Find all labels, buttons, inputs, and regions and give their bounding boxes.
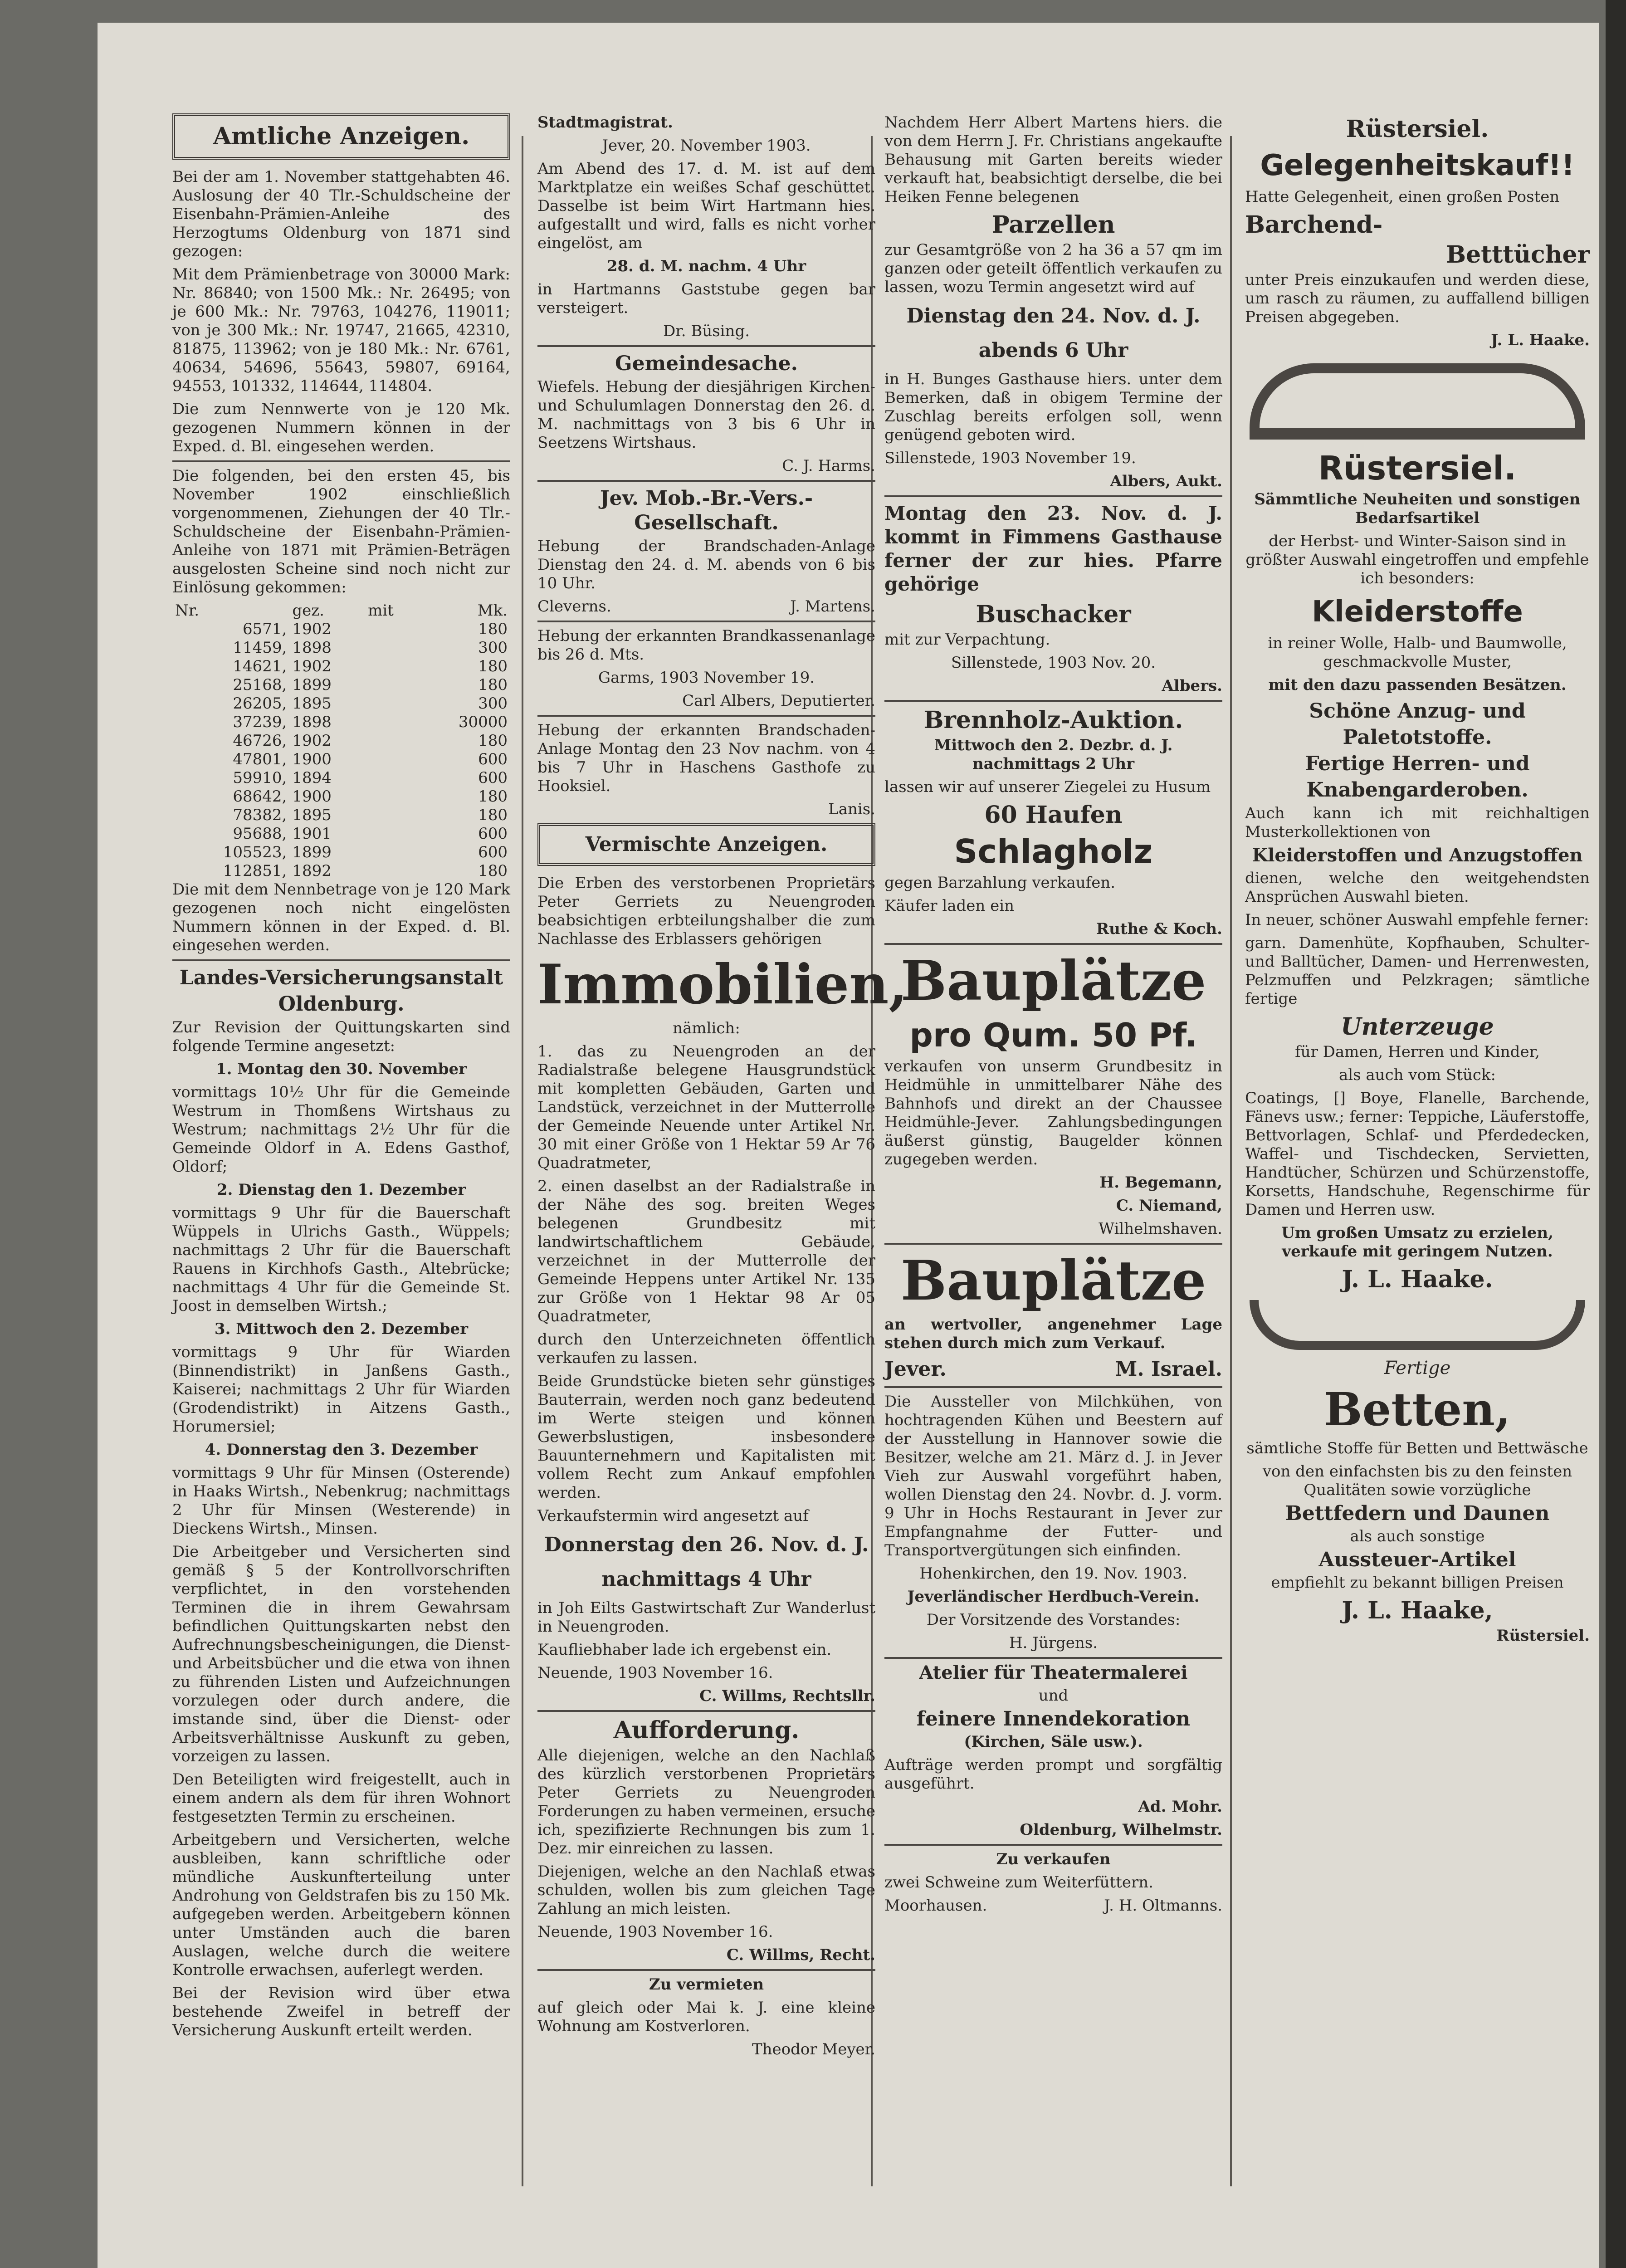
table-row bbox=[172, 657, 510, 676]
paragraph: Sämmtliche Neuheiten und sonstigen Bedarfsartikel bbox=[1254, 490, 1581, 527]
date-heading: abends 6 Uhr bbox=[978, 339, 1128, 362]
table-row bbox=[172, 825, 510, 843]
paragraph: in Joh Eilts Gastwirtschaft Zur Wanderlust in Neuengroden. bbox=[537, 1599, 875, 1636]
dateline: Neuende, 1903 November 16. bbox=[537, 1664, 773, 1682]
signature: J. H. Oltmanns. bbox=[1104, 1897, 1222, 1915]
column-2 bbox=[537, 113, 908, 2063]
table-cell: 1899 bbox=[292, 843, 332, 861]
dateline: Sillenstede, 1903 Nov. 20. bbox=[951, 654, 1156, 672]
paragraph: auf gleich oder Mai k. J. eine kleine Wohnung am Kostverloren. bbox=[537, 1999, 875, 2035]
date-heading: Mittwoch den 2. Dezbr. d. J. nachmittags 2 Uhr bbox=[934, 736, 1173, 773]
section-title: Vermischte Anzeigen. bbox=[585, 833, 828, 856]
ad-headline: Paletotstoffe. bbox=[1343, 726, 1492, 749]
divider bbox=[884, 1386, 1222, 1388]
list-item: 1. das zu Neuengroden an der Radialstraße belegene Hausgrundstück mit kompletten Gebäuden, Garten und Landstück, verzeichnet in der Mutterrolle der Gemeinde Neuende unter Artikel Nr. 30 mit einer Größe von 1 Hektar 59 Ar 76 Quadratmeter, bbox=[537, 1042, 875, 1172]
divider bbox=[884, 943, 1222, 945]
ad-headline: Aufforderung. bbox=[613, 1716, 800, 1744]
paragraph: in Hartmanns Gaststube gegen bar versteigert. bbox=[537, 280, 875, 317]
paragraph: unter Preis einzukaufen und werden diese, um rasch zu räumen, zu auffallend billigen Preisen abgegeben. bbox=[1245, 271, 1590, 326]
ad-heading: Gemeindesache. bbox=[615, 352, 798, 375]
ad-heading: Rüstersiel. bbox=[1318, 449, 1517, 487]
dateline: Garms, 1903 November 19. bbox=[598, 669, 815, 687]
ad-heading: Jev. Mob.-Br.-Vers.-Gesellschaft. bbox=[600, 487, 813, 534]
column-rule bbox=[522, 136, 523, 2186]
paragraph: an wertvoller, angenehmer Lage stehen durch mich zum Verkauf. bbox=[884, 1315, 1222, 1352]
signature: Carl Albers, Deputierter. bbox=[682, 692, 875, 710]
table-cell: 1894 bbox=[292, 769, 332, 787]
paragraph: Um großen Umsatz zu erzielen, verkaufe mit geringem Nutzen. bbox=[1281, 1224, 1553, 1261]
signature: J. L. Haake. bbox=[1342, 1266, 1493, 1293]
signature: Lanis. bbox=[828, 800, 875, 818]
table-cell: 180 bbox=[478, 620, 508, 638]
paragraph: Hebung der erkannten Brandschaden-Anlage Montag den 23 Nov nachm. von 4 bis 7 Uhr in Haschens Gasthofe zu Hooksiel. bbox=[537, 721, 875, 795]
paragraph: Den Beteiligten wird freigestellt, auch in einem andern als dem für ihren Wohnort festgesetzten Termin zu erscheinen. bbox=[172, 1770, 510, 1826]
table-cell: 180 bbox=[478, 787, 508, 806]
table-cell: 37239, bbox=[233, 713, 287, 731]
table-cell: 1895 bbox=[292, 694, 332, 713]
paragraph: Am Abend des 17. d. M. ist auf dem Marktplatze ein weißes Schaf geschüttet. Dasselbe ist beim Wirt Hartmann hies. aufgestallt und wird, falls es nicht vorher eingelöst, am bbox=[537, 160, 875, 252]
paragraph: Alle diejenigen, welche an den Nachlaß des kürzlich verstorbenen Proprietärs Peter Gerriets zu Neuengroden Forderungen zu haben vermeinen, ersuche ich, spezifizierte Rechnungen bis zum 1. Dez. mir einreichen zu lassen. bbox=[537, 1746, 875, 1857]
page-binding-edge bbox=[1606, 0, 1626, 2268]
ad-heading: Montag den 23. Nov. d. J. kommt in Fimmens Gasthause ferner der zur hies. Pfarre gehörige bbox=[884, 502, 1222, 595]
ad-headline: Schlagholz bbox=[954, 832, 1153, 870]
table-cell: 300 bbox=[478, 639, 508, 657]
date-heading: nachmittags 4 Uhr bbox=[601, 1568, 811, 1591]
dateline: Hohenkirchen, den 19. Nov. 1903. bbox=[919, 1564, 1187, 1583]
paragraph: Die Arbeitgeber und Versicherten sind gemäß § 5 der Kontrollvorschriften verpflichtet, in den vorstehenden Terminen die in ihrem Gewahrsam befindlichen Quittungskarten nebst den Aufrechnungsbescheinigungen, die Dienst- und Arbeitsbücher und die etwa von ihnen zu führenden Listen und Aufzeichnungen vorzulegen oder durch andere, die imstande sind, über die Dienst- oder Arbeitsverhältnisse Auskunft zu geben, vorzeigen zu lassen. bbox=[172, 1543, 510, 1765]
paragraph: dienen, welche den weitgehendsten Ansprüchen Auswahl bieten. bbox=[1245, 869, 1590, 906]
signature-line bbox=[537, 597, 875, 616]
signature: H. Begemann, bbox=[1099, 1173, 1222, 1192]
table-cell: 1902 bbox=[292, 732, 332, 750]
divider bbox=[537, 1969, 875, 1971]
ad-headline: Unterzeuge bbox=[1341, 1013, 1494, 1041]
ad-headline: Schöne Anzug- und bbox=[1309, 699, 1526, 723]
ad-headline: Betttücher bbox=[1446, 241, 1590, 269]
ad-headline: Fertige Herren- und bbox=[1305, 752, 1530, 775]
paragraph: von den einfachsten bis zu den feinsten Qualitäten sowie vorzügliche bbox=[1262, 1462, 1572, 1499]
table-row bbox=[172, 694, 510, 713]
ad-headline: Knabengarderoben. bbox=[1306, 778, 1528, 802]
table-header-row bbox=[172, 601, 510, 620]
signature: Dr. Büsing. bbox=[663, 322, 750, 340]
paragraph: Die Erben des verstorbenen Proprietärs Peter Gerriets zu Neuengroden beabsichtigen erbteilungshalber die zum Nachlasse des Erblassers gehörigen bbox=[537, 874, 875, 948]
lottery-table bbox=[172, 601, 510, 880]
signature: Theodor Meyer. bbox=[752, 2040, 875, 2058]
ad-heading: Landes-Versicherungsanstalt bbox=[179, 966, 503, 989]
table-cell: 78382, bbox=[233, 806, 287, 824]
paragraph: Der Vorsitzende des Vorstandes: bbox=[926, 1611, 1181, 1629]
table-cell: 1898 bbox=[292, 639, 332, 657]
table-cell: 180 bbox=[478, 862, 508, 880]
ad-headline: Immobilien, bbox=[537, 953, 908, 1017]
ad-heading: feinere Innendekoration bbox=[916, 1707, 1191, 1730]
table-row bbox=[172, 713, 510, 732]
ad-heading: Stadtmagistrat. bbox=[537, 113, 673, 132]
paragraph: gegen Barzahlung verkaufen. bbox=[884, 874, 1116, 892]
column-3 bbox=[884, 113, 1222, 1920]
paragraph: Beide Grundstücke bieten sehr günstiges Bauterrain, werden noch ganz bedeutend im Werte steigen und können Gewerbslustigen, insbesondere Bauunternehmern und Kapitalisten mit vollem Recht zum Ankauf empfohlen werden. bbox=[537, 1372, 875, 1502]
ad-headline: Kleiderstoffen und Anzugstoffen bbox=[1252, 845, 1583, 866]
ad-heading: Zu verkaufen bbox=[996, 1850, 1111, 1868]
ad-headline: Aussteuer-Artikel bbox=[1318, 1548, 1516, 1571]
table-cell: 300 bbox=[478, 694, 508, 713]
place-name: Wilhelmshaven. bbox=[1099, 1220, 1222, 1238]
table-cell: 1901 bbox=[292, 825, 332, 843]
table-cell: 1898 bbox=[292, 713, 332, 731]
paragraph: Zur Revision der Quittungskarten sind folgende Termine angesetzt: bbox=[172, 1018, 510, 1055]
ad-headline: Gelegenheitskauf!! bbox=[1260, 149, 1575, 182]
paragraph: (Kirchen, Säle usw.). bbox=[964, 1733, 1143, 1751]
table-cell: 600 bbox=[478, 750, 508, 768]
paragraph: Die folgenden, bei den ersten 45, bis November 1902 einschließlich vorgenommenen, Ziehungen der 40 Tlr.-Schuldscheine der Eisenbahn-Prämien-Anleihe von 1871 mit Prämien-Beträgen ausgelosten Scheine sind noch nicht zur Einlösung gekommen: bbox=[172, 467, 510, 596]
paragraph: vormittags 9 Uhr für Minsen (Osterende) in Haaks Wirtsh., Nebenkrug; nachmittags 2 Uhr für Minsen (Westerende) in Dieckens Wirtsh., Minsen. bbox=[172, 1464, 510, 1538]
signature: Albers, Aukt. bbox=[1110, 472, 1222, 490]
table-header: Nr. bbox=[175, 601, 200, 620]
paragraph: der Herbst- und Winter-Saison sind in größter Auswahl eingetroffen und empfehle ich besonders: bbox=[1245, 532, 1589, 587]
signature: Ad. Mohr. bbox=[1138, 1798, 1222, 1816]
table-cell: 1900 bbox=[292, 750, 332, 768]
table-cell: 68642, bbox=[233, 787, 287, 806]
ad-headline: Bettfedern und Daunen bbox=[1285, 1502, 1550, 1525]
paragraph: Bei der am 1. November stattgehabten 46. Auslosung der 40 Tlr.-Schuldscheine der Eisenbahn-Prämien-Anleihe des Herzogtums Oldenburg von 1871 sind gezogen: bbox=[172, 168, 510, 260]
paragraph: Auch kann ich mit reichhaltigen Musterkollektionen von bbox=[1245, 804, 1590, 841]
table-cell: 30000 bbox=[458, 713, 508, 731]
paragraph: Käufer laden ein bbox=[884, 897, 1014, 915]
paragraph: Hatte Gelegenheit, einen großen Posten bbox=[1245, 188, 1560, 206]
divider bbox=[537, 1710, 875, 1712]
paragraph: Mit dem Prämienbetrage von 30000 Mark: Nr. 86840; von 1500 Mk.: Nr. 26495; von je 600 Mk.: Nr. 79763, 104276, 119011; von je 300 Mk.: Nr. 19747, 21665, 42310, 81875, 113962; von je 180 Mk.: Nr. 6761, 40634, 54696, 55643, 59807, 69164, 94553, 101332, 114644, 114804. bbox=[172, 265, 510, 395]
ad-headline: Betten, bbox=[1324, 1383, 1511, 1436]
divider bbox=[172, 460, 510, 462]
signature: C. Willms, Rechtsllr. bbox=[699, 1687, 875, 1705]
paragraph: vormittags 10½ Uhr für die Gemeinde Westrum in Thomßens Wirtshaus zu Westrum; nachmittags 2½ Uhr für die Gemeinde Oldorf in A. Edens Gasthof, Oldorf; bbox=[172, 1083, 510, 1176]
signature: Albers. bbox=[1162, 677, 1222, 695]
date-heading: 1. Montag den 30. November bbox=[215, 1060, 467, 1078]
paragraph: sämtliche Stoffe für Betten und Bettwäsche bbox=[1246, 1439, 1588, 1457]
table-cell: 112851, bbox=[223, 862, 287, 880]
ad-heading: Oldenburg. bbox=[278, 992, 405, 1016]
ad-headline: Kleiderstoffe bbox=[1312, 595, 1523, 629]
signature: M. Israel. bbox=[1115, 1358, 1222, 1381]
paragraph: In neuer, schöner Auswahl empfehle ferner: bbox=[1245, 911, 1589, 929]
section-title: Amtliche Anzeigen. bbox=[213, 122, 470, 150]
divider bbox=[884, 1657, 1222, 1659]
divider bbox=[537, 621, 875, 622]
paragraph: Die zum Nennwerte von je 120 Mk. gezogenen Nummern können in der Exped. d. Bl. eingesehen werden. bbox=[172, 400, 510, 455]
place-name: Rüstersiel. bbox=[1496, 1627, 1590, 1645]
table-cell: 6571, bbox=[242, 620, 287, 638]
date-heading: 2. Dienstag den 1. Dezember bbox=[216, 1181, 466, 1199]
ad-headline: Bauplätze bbox=[900, 949, 1206, 1013]
ad-heading: Atelier für Theatermalerei bbox=[919, 1662, 1188, 1683]
divider bbox=[172, 959, 510, 961]
paragraph: verkaufen von unserm Grundbesitz in Heidmühle in unmittelbarer Nähe des Bahnhofs und direkt an der Chaussee Heidmühle-Jever. Zahlungsbedingungen äußerst günstig, Baugelder können zugegeben werden. bbox=[884, 1057, 1222, 1168]
table-cell: 95688, bbox=[233, 825, 287, 843]
signature: C. Willms, Recht. bbox=[726, 1946, 875, 1964]
table-cell: 11459, bbox=[233, 639, 287, 657]
signature: C. Niemand, bbox=[1116, 1197, 1222, 1215]
column-rule bbox=[1230, 136, 1232, 2186]
table-cell: 1895 bbox=[292, 806, 332, 824]
ad-heading: Rüstersiel. bbox=[1346, 115, 1489, 143]
table-cell: 25168, bbox=[233, 676, 287, 694]
dateline: Jever, 20. November 1903. bbox=[602, 137, 811, 155]
table-row bbox=[172, 639, 510, 657]
table-cell: 105523, bbox=[223, 843, 287, 861]
table-cell: 180 bbox=[478, 657, 508, 675]
amtliche-header-frame bbox=[172, 113, 510, 160]
divider bbox=[884, 495, 1222, 497]
decorative-arch bbox=[1250, 363, 1585, 428]
ad-heading: Jeverländischer Herdbuch-Verein. bbox=[907, 1588, 1200, 1606]
paragraph: nämlich: bbox=[673, 1019, 740, 1037]
paragraph: Kaufliebhaber lade ich ergebenst ein. bbox=[537, 1641, 832, 1659]
ad-headline: Barchend- bbox=[1245, 211, 1383, 239]
table-row bbox=[172, 787, 510, 806]
paragraph: Aufträge werden prompt und sorgfältig ausgeführt. bbox=[884, 1756, 1222, 1793]
place-name: Moorhausen. bbox=[884, 1897, 987, 1915]
decorative-band bbox=[1250, 428, 1585, 440]
date-heading: Dienstag den 24. Nov. d. J. bbox=[906, 304, 1201, 327]
ad-headline: Brennholz-Auktion. bbox=[923, 706, 1183, 734]
vermischte-header-frame bbox=[537, 823, 875, 866]
paragraph: zwei Schweine zum Weiterfüttern. bbox=[884, 1873, 1153, 1892]
signature-line bbox=[884, 1357, 1222, 1382]
table-cell: 180 bbox=[478, 732, 508, 750]
paragraph: vormittags 9 Uhr für Wiarden (Binnendistrikt) in Janßens Gasth., Kaiserei; nachmittags 2 Uhr für Wiarden (Grodendistrikt) in Aitzens Gasth., Horumersiel; bbox=[172, 1343, 510, 1436]
list-item: 2. einen daselbst an der Radialstraße in der Nähe des sog. breiten Weges belegenen Grundbesitz mit landwirtschaftlichem Gebäude, verzeichnet in der Mutterrolle der Gemeinde Heppens unter Artikel Nr. 135 zur Größe von 1 Hektar 98 Ar 05 Quadratmeter, bbox=[537, 1177, 875, 1325]
table-row bbox=[172, 732, 510, 750]
divider bbox=[884, 1243, 1222, 1245]
paragraph: als auch sonstige bbox=[1350, 1527, 1485, 1545]
table-row bbox=[172, 806, 510, 825]
table-cell: 1900 bbox=[292, 787, 332, 806]
ad-heading: Fertige bbox=[1384, 1358, 1451, 1378]
table-row bbox=[172, 676, 510, 694]
ad-headline: Parzellen bbox=[991, 211, 1115, 239]
divider bbox=[884, 1844, 1222, 1846]
paragraph: für Damen, Herren und Kinder, bbox=[1295, 1043, 1540, 1061]
paragraph: und bbox=[1038, 1686, 1069, 1705]
decorative-swoop bbox=[1250, 1300, 1585, 1350]
date-heading: 28. d. M. nachm. 4 Uhr bbox=[606, 257, 806, 275]
table-row bbox=[172, 750, 510, 769]
table-cell: 1899 bbox=[292, 676, 332, 694]
date-heading: Donnerstag den 26. Nov. d. J. bbox=[544, 1533, 869, 1556]
paragraph: Coatings, [] Boye, Flanelle, Barchende, Fänevs usw.; ferner: Teppiche, Läuferstoffe, Bettvorlagen, Schlaf- und Pferdedecken, Waffel- und Tischdecken, Servietten, Handtücher, Schürzen und Schürzenstoffe, Korsetts, Handschuhe, Regenschirme für Damen und Herren usw. bbox=[1245, 1089, 1590, 1219]
paragraph: Diejenigen, welche an den Nachlaß etwas schulden, wollen bis zum gleichen Tage Zahlung an mich leisten. bbox=[537, 1862, 875, 1918]
table-header: mit bbox=[368, 601, 394, 620]
ad-headline: Buschacker bbox=[976, 601, 1131, 628]
table-cell: 600 bbox=[478, 843, 508, 861]
table-cell: 600 bbox=[478, 769, 508, 787]
divider bbox=[537, 480, 875, 482]
divider bbox=[537, 715, 875, 717]
signature: C. J. Harms. bbox=[782, 457, 875, 475]
paragraph: Wiefels. Hebung der diesjährigen Kirchen- und Schulumlagen Donnerstag den 26. d. M. nachmittags von 3 bis 6 Uhr in Seetzens Wirtshaus. bbox=[537, 378, 875, 452]
table-row bbox=[172, 620, 510, 639]
signature: J. L. Haake, bbox=[1342, 1597, 1493, 1624]
paragraph: durch den Unterzeichneten öffentlich verkaufen zu lassen. bbox=[537, 1330, 875, 1367]
ad-heading: Zu vermieten bbox=[649, 1975, 764, 1994]
divider bbox=[537, 345, 875, 347]
dateline: Neuende, 1903 November 16. bbox=[537, 1923, 773, 1941]
dateline: Sillenstede, 1903 November 19. bbox=[884, 449, 1136, 467]
divider bbox=[884, 700, 1222, 702]
paragraph: Arbeitgebern und Versicherten, welche ausbleiben, kann schriftliche oder mündliche Auskunfterteilung unter Androhung von Geldstrafen bis zu 150 Mk. aufgegeben werden. Arbeitgebern können unter Umständen auch die baren Auslagen, welche durch die weitere Kontrolle erwachsen, auferlegt werden. bbox=[172, 1831, 510, 1979]
table-header: gez. bbox=[292, 601, 324, 620]
price-headline: pro Qum. 50 Pf. bbox=[909, 1016, 1197, 1054]
signature: Ruthe & Koch. bbox=[1096, 920, 1222, 938]
paragraph: in H. Bunges Gasthause hiers. unter dem Bemerken, daß in obigem Termine der Zuschlag bereits erfolgen soll, wenn genügend geboten wird. bbox=[884, 370, 1222, 444]
column-1 bbox=[172, 113, 510, 2044]
table-cell: 26205, bbox=[233, 694, 287, 713]
paragraph: mit den dazu passenden Besätzen. bbox=[1268, 676, 1567, 694]
paragraph: Verkaufstermin wird angesetzt auf bbox=[537, 1507, 809, 1525]
table-cell: 47801, bbox=[233, 750, 287, 768]
signature: J. Martens. bbox=[790, 597, 875, 616]
place-name: Oldenburg, Wilhelmstr. bbox=[1020, 1821, 1222, 1839]
table-cell: 14621, bbox=[233, 657, 287, 675]
column-4 bbox=[1245, 113, 1590, 1650]
date-heading: 4. Donnerstag den 3. Dezember bbox=[205, 1441, 478, 1459]
table-row bbox=[172, 769, 510, 787]
paragraph: Hebung der erkannten Brandkassenanlage bis 26 d. Mts. bbox=[537, 627, 875, 664]
paragraph: Nachdem Herr Albert Martens hiers. die von dem Herrn J. Fr. Christians angekaufte Behausung mit Garten bereits wieder verkauft hat, beabsichtigt derselbe, die bei Heiken Fenne belegenen bbox=[884, 113, 1222, 206]
table-cell: 600 bbox=[478, 825, 508, 843]
place-name: Jever. bbox=[884, 1358, 947, 1381]
ad-headline: 60 Haufen bbox=[984, 801, 1123, 829]
paragraph: Die mit dem Nennbetrage von je 120 Mark gezogenen noch nicht eingelösten Nummern können in der Exped. d. Bl. eingesehen werden. bbox=[172, 880, 510, 954]
table-row bbox=[172, 862, 510, 880]
table-cell: 180 bbox=[478, 806, 508, 824]
paragraph: vormittags 9 Uhr für die Bauerschaft Wüppels in Ulrichs Gasth., Wüppels; nachmittags 2 Uhr für die Bauerschaft Rauens in Kirchhofs Gasth., Altebrücke; nachmittags 4 Uhr für die Gemeinde St. Joost in demselben Wirtsh.; bbox=[172, 1204, 510, 1315]
table-cell: 46726, bbox=[233, 732, 287, 750]
table-cell: 1892 bbox=[292, 862, 332, 880]
paragraph: zur Gesamtgröße von 2 ha 36 a 57 qm im ganzen oder geteilt öffentlich verkaufen zu lassen, wozu Termin angesetzt wird auf bbox=[884, 241, 1222, 296]
paragraph: in reiner Wolle, Halb- und Baumwolle, geschmackvolle Muster, bbox=[1268, 634, 1567, 671]
table-row bbox=[172, 843, 510, 862]
table-cell: 1902 bbox=[292, 620, 332, 638]
place-name: Cleverns. bbox=[537, 597, 611, 616]
table-cell: 1902 bbox=[292, 657, 332, 675]
paragraph: empfiehlt zu bekannt billigen Preisen bbox=[1271, 1574, 1564, 1592]
table-header: Mk. bbox=[477, 601, 508, 620]
ad-headline: Bauplätze bbox=[900, 1249, 1206, 1313]
table-cell: 59910, bbox=[233, 769, 287, 787]
paragraph: lassen wir auf unserer Ziegelei zu Husum bbox=[884, 778, 1211, 796]
table-cell: 180 bbox=[478, 676, 508, 694]
signature: H. Jürgens. bbox=[1009, 1634, 1098, 1652]
signature: J. L. Haake. bbox=[1491, 331, 1590, 349]
paragraph: Hebung der Brandschaden-Anlage Dienstag den 24. d. M. abends von 6 bis 10 Uhr. bbox=[537, 537, 875, 592]
paragraph: als auch vom Stück: bbox=[1339, 1066, 1496, 1084]
paragraph: mit zur Verpachtung. bbox=[884, 631, 1050, 649]
paragraph: garn. Damenhüte, Kopfhauben, Schulter- und Balltücher, Damen- und Herrenwesten, Pelzmuffen und Pelzkragen; sämtliche fertige bbox=[1245, 934, 1590, 1008]
paragraph: Bei der Revision wird über etwa bestehende Zweifel in betreff der Versicherung Auskunft erteilt werden. bbox=[172, 1984, 510, 2039]
paragraph: Die Aussteller von Milchkühen, von hochtragenden Kühen und Beestern auf der Ausstellung in Hannover sowie die Besitzer, welche am 21. März d. J. in Jever Vieh zur Auswahl vorgeführt haben, wollen Dienstag den 24. Novbr. d. J. vorm. 9 Uhr in Hochs Restaurant in Jever zur Empfangnahme der Futter- und Transportvergütungen sich einfinden. bbox=[884, 1393, 1222, 1559]
signature-line bbox=[884, 1897, 1222, 1915]
date-heading: 3. Mittwoch den 2. Dezember bbox=[214, 1320, 469, 1338]
